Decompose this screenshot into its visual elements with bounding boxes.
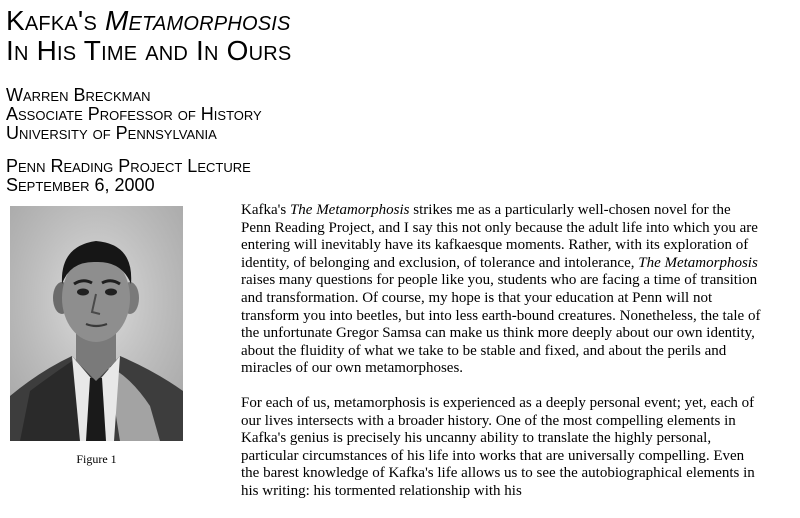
article-body [241,202,761,518]
title-emphasis: Metamorphosis [104,5,291,36]
lecture-date: September 6, 2000 [6,175,155,195]
p1-text-start: Kafka's [241,202,290,218]
author-byline [6,86,262,143]
p1-book-title-1: The Metamorphosis [289,202,410,218]
title-line-2: In His Time and In Ours [6,35,292,66]
title-line-1 [6,6,291,36]
author-name: Warren Breckman [6,85,151,105]
lecture-info [6,157,251,195]
lecture-name: Penn Reading Project Lecture [6,156,251,176]
author-institution: University of Pennsylvania [6,123,217,143]
portrait-photo [10,206,183,441]
portrait-illustration [10,206,183,441]
p1-book-title-2: The Metamorphosis [638,254,758,271]
p1-text-middle: strikes me as a particularly well-chosen novel for the Penn Reading Project, and I say this not only because the adult life into which you are entering will inevitably have its kafkaesque moments. Rather, with its exploration of identity, of belonging and exclusion, of tolerance and intolerance, [241,202,758,271]
paragraph-1 [241,202,761,378]
author-position: Associate Professor of History [6,104,262,124]
title-prefix: Kafka's [6,5,105,36]
paragraph-2: For each of us, metamorphosis is experienced as a deeply personal event; yet, each of our lives intersects with a broader history. One of the most compelling elements in Kafka's genius is precisely his uncanny ability to translate the highly personal, particular circumstances of his life into works that are universally compelling. Even the barest knowledge of Kafka's life allows us to see the autobiographical elements in his writing: his tormented relationship with his [241,394,755,499]
figure-caption: Figure 1 [76,452,117,466]
page-title [6,6,291,66]
figure [10,206,183,466]
p1-text-end: raises many questions for people like you, students who are facing a time of transition and transformation. Of course, my hope is that your education at Penn will not transform you into beetles, but into less earth-bound creatures. Nonetheless, the tale of the unfortunate Gregor Samsa can make us think more deeply about our own identity, about the fluidity of what we take to be stable and fixed, and about the perils and miracles of our own metamorphoses. [241,272,761,377]
